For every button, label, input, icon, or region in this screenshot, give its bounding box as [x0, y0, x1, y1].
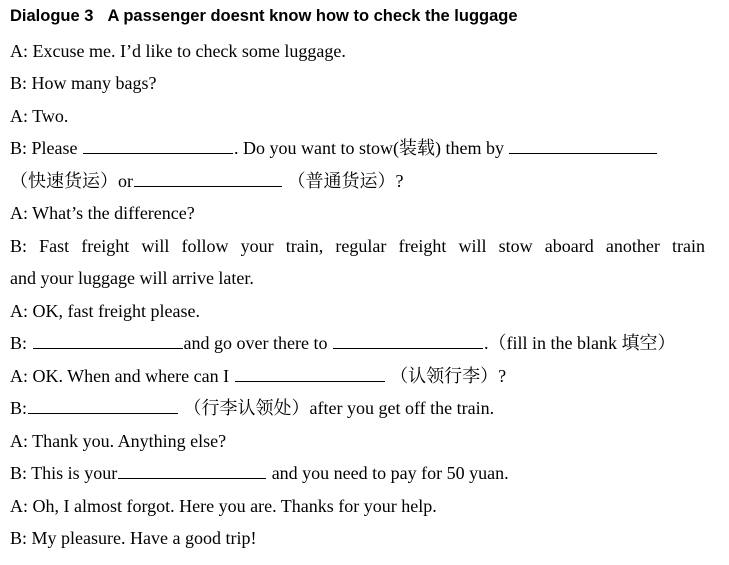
line-1	[10, 40, 705, 62]
fill-blank-4[interactable]	[33, 347, 183, 349]
line-15-text: B: My pleasure. Have a good trip!	[10, 528, 257, 548]
line-4-text-b: . Do you want to stow(装载) them by	[234, 138, 504, 158]
line-12	[10, 430, 705, 452]
dialogue-title	[10, 7, 518, 26]
line-9-text-a: B:	[10, 333, 28, 353]
line-10-text-b: （认领行李）?	[390, 366, 507, 386]
line-13	[10, 462, 705, 484]
line-13-text-b: and you need to pay for 50 yuan.	[271, 463, 509, 483]
fill-blank-1[interactable]	[83, 152, 233, 154]
fill-blank-8[interactable]	[118, 477, 266, 479]
line-7-text-a: B: Fast freight will follow your train, regular freight will stow aboard another train	[10, 236, 705, 256]
line-6-text: A: What’s the difference?	[10, 203, 195, 223]
line-14-text: A: Oh, I almost forgot. Here you are. Thanks for your help.	[10, 496, 437, 516]
line-7-text-b: and your luggage will arrive later.	[10, 268, 254, 288]
line-9-text-b: and go over there to	[183, 333, 328, 353]
fill-blank-3[interactable]	[134, 185, 282, 187]
line-1-text: A: Excuse me. I’d like to check some luggage.	[10, 41, 346, 61]
line-8-text: A: OK, fast freight please.	[10, 301, 200, 321]
line-2-text: B: How many bags?	[10, 73, 157, 93]
fill-blank-5[interactable]	[333, 347, 483, 349]
fill-blank-7[interactable]	[28, 412, 178, 414]
line-3	[10, 105, 705, 127]
line-11-text-a: B:	[10, 398, 28, 418]
line-5	[10, 170, 705, 192]
dialogue-heading: A passenger doesnt know how to check the luggage	[107, 7, 518, 25]
line-5-text-b: （普通货运）?	[287, 171, 404, 191]
dialogue-label: Dialogue 3	[10, 7, 94, 25]
line-3-text: A: Two.	[10, 106, 69, 126]
line-6	[10, 202, 705, 224]
line-7b	[10, 267, 705, 289]
fill-blank-6[interactable]	[235, 380, 385, 382]
line-4-text-a: B: Please	[10, 138, 78, 158]
line-7a	[10, 235, 705, 257]
line-13-text-a: B: This is your	[10, 463, 118, 483]
line-12-text: A: Thank you. Anything else?	[10, 431, 227, 451]
line-14	[10, 495, 705, 517]
line-9-text-c: .（fill in the blank 填空）	[483, 333, 676, 353]
line-5-text-a: （快速货运）or	[10, 171, 133, 191]
line-4	[10, 137, 705, 159]
line-15	[10, 527, 705, 549]
line-9	[10, 332, 705, 354]
line-8	[10, 300, 705, 322]
line-11-text-b: （行李认领处）after you get off the train.	[183, 398, 495, 418]
line-10-text-a: A: OK. When and where can I	[10, 366, 230, 386]
fill-blank-2[interactable]	[509, 152, 657, 154]
line-2	[10, 72, 705, 94]
line-11	[10, 397, 705, 419]
line-10	[10, 365, 705, 387]
